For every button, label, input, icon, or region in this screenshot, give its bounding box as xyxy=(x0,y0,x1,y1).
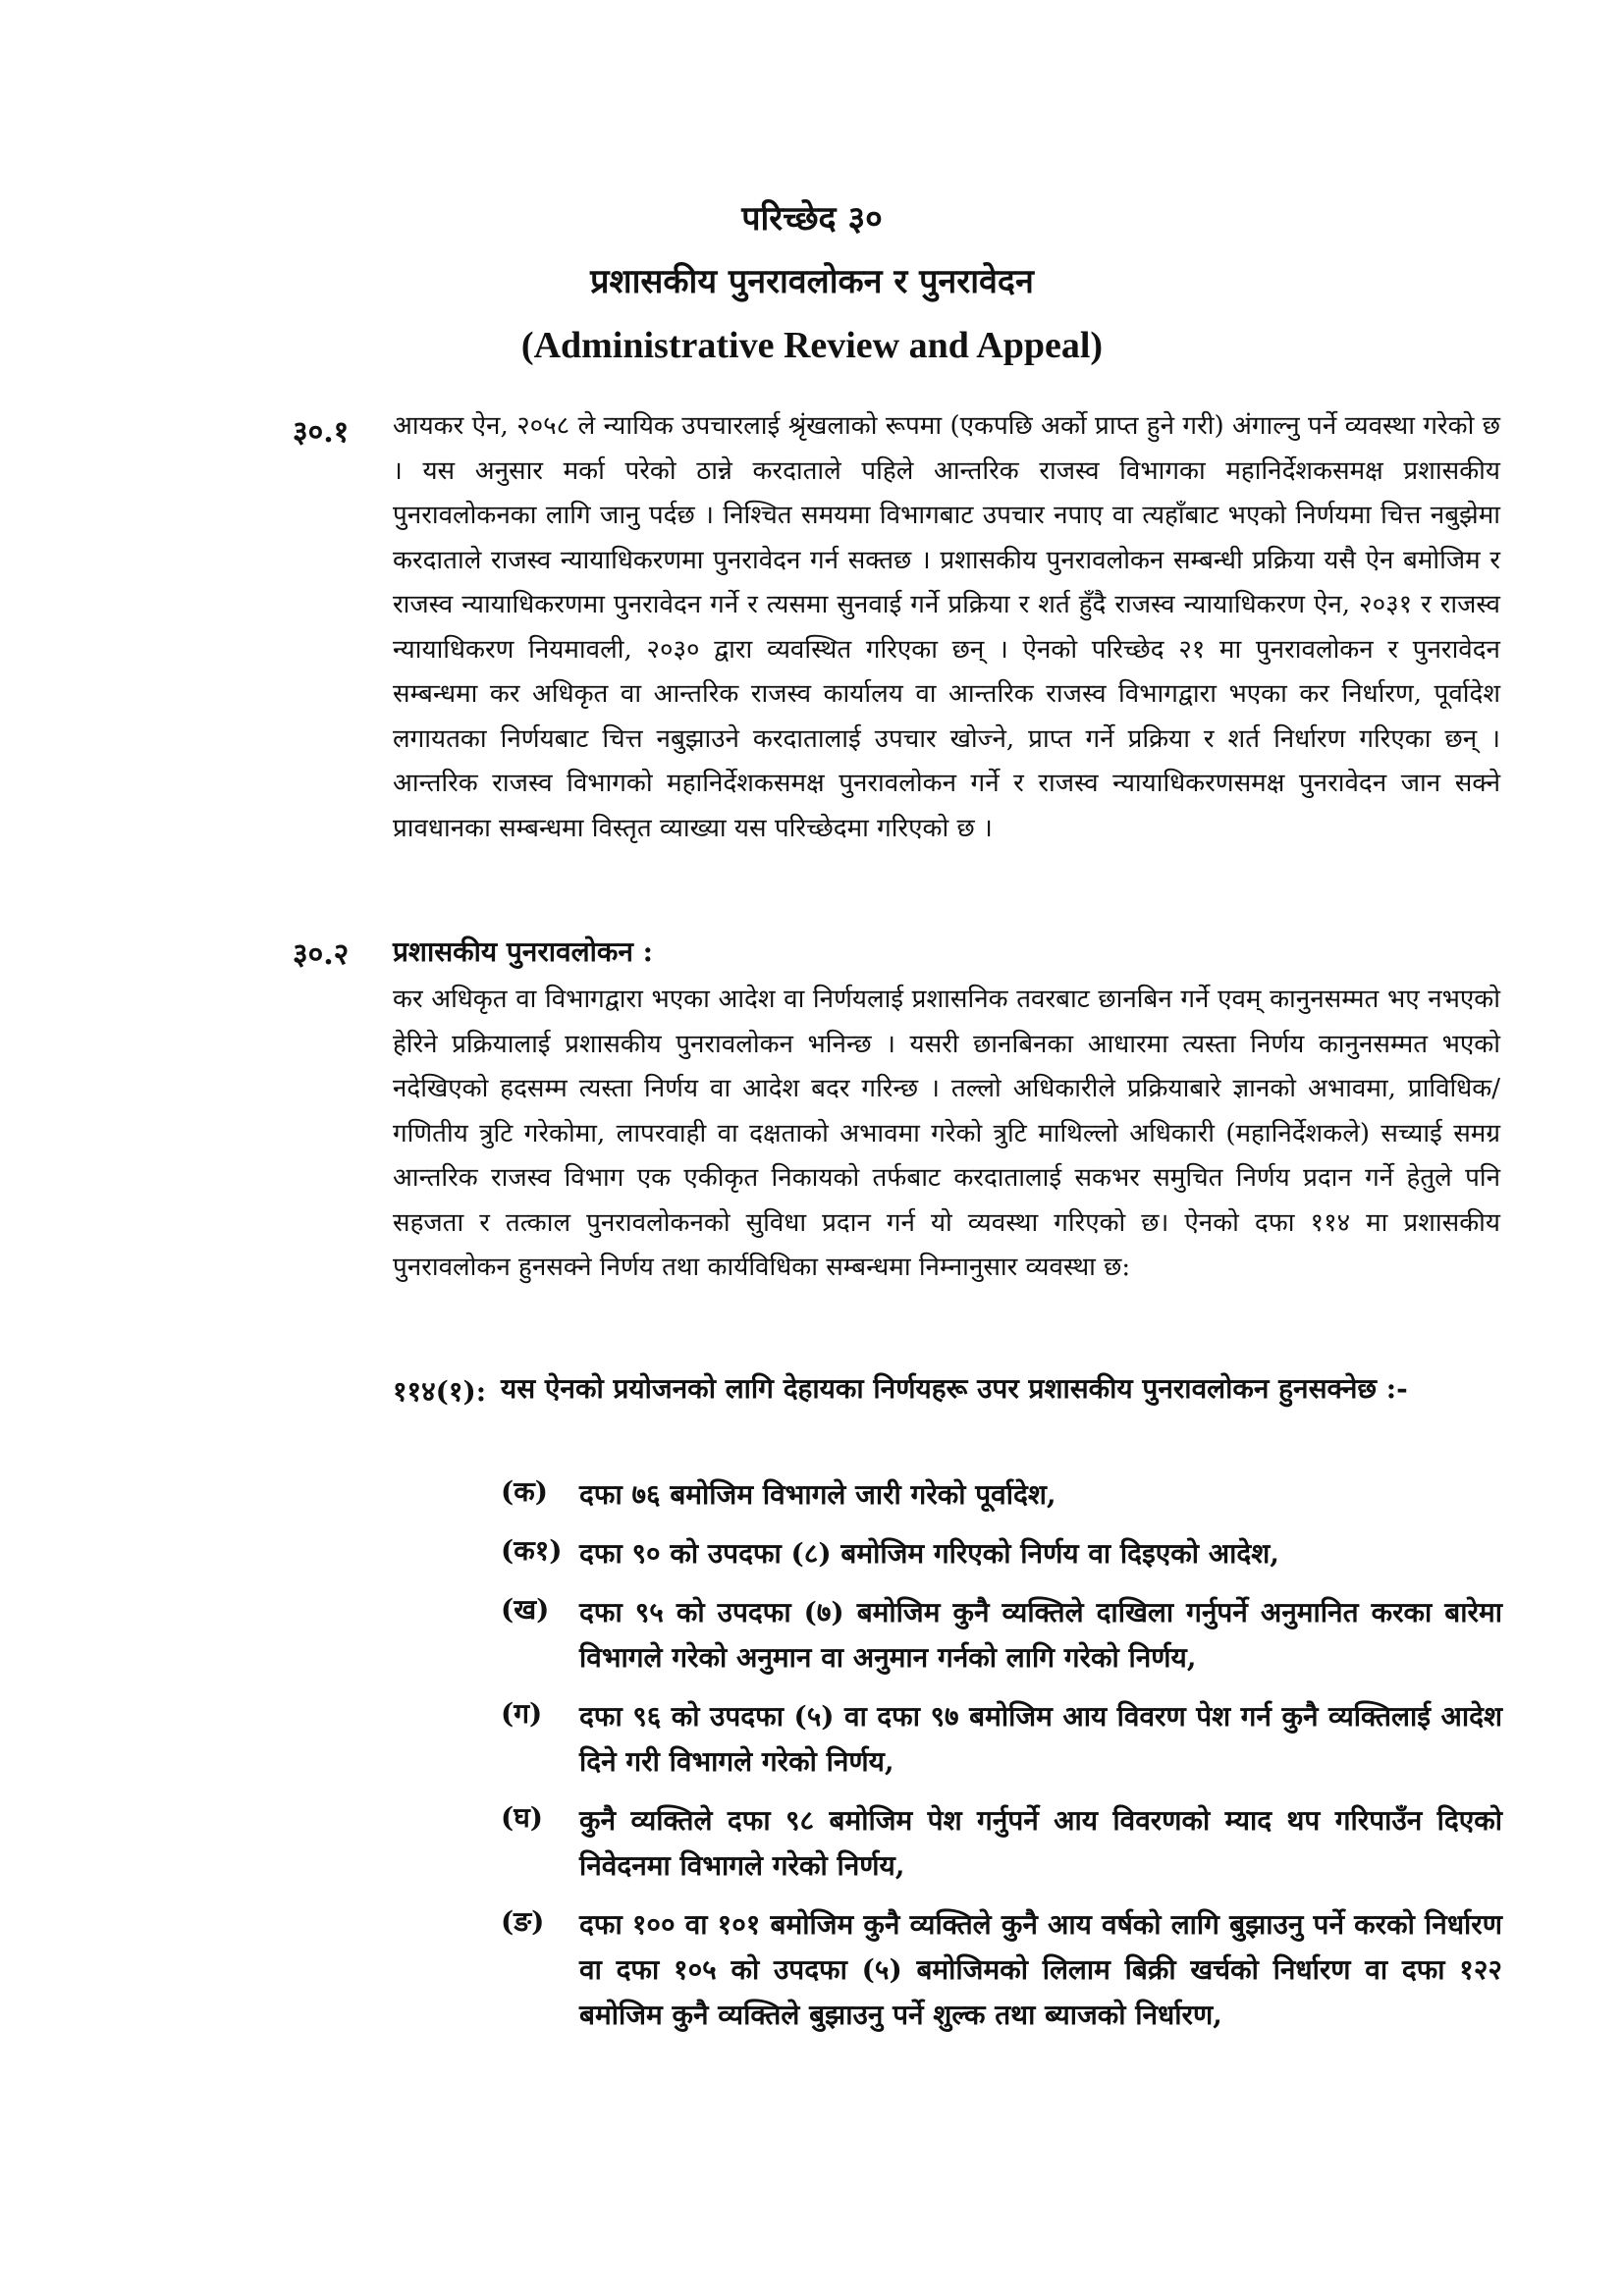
list-item-label: (घ) xyxy=(501,1801,544,1834)
list-item-text: कुनै व्यक्तिले दफा ९८ बमोजिम पेश गर्नुपर्ने आय विवरणको म्याद थप गरिपाउँन दिएको निवेदनमा विभागले गरेको निर्णय, xyxy=(579,1804,1502,1882)
list-item-label: (ख) xyxy=(501,1593,550,1626)
section-30-2-number: ३०.२ xyxy=(293,937,350,972)
list-item-label: (क) xyxy=(501,1475,549,1508)
list-item-label: (क१) xyxy=(501,1534,563,1567)
list-item-text: दफा ९६ को उपदफा (५) वा दफा ९७ बमोजिम आय विवरण पेश गर्न कुनै व्यक्तिलाई आदेश दिने गरी विभागले गरेको निर्णय, xyxy=(579,1700,1503,1778)
list-item-text: दफा ९५ को उपदफा (७) बमोजिम कुनै व्यक्तिले दाखिला गर्नुपर्ने अनुमानित करका बारेमा विभागले गरेको अनुमान वा अनुमान गर्नको लागि गरेको निर्णय, xyxy=(579,1596,1502,1674)
list-item-text: दफा ९० को उपदफा (८) बमोजिम गरिएको निर्णय वा दिइएको आदेश, xyxy=(579,1537,1280,1570)
list-item-text: दफा ७६ बमोजिम विभागले जारी गरेको पूर्वादेश, xyxy=(579,1478,1056,1511)
list-item-text: दफा १०० वा १०१ बमोजिम कुनै व्यक्तिले कुनै आय वर्षको लागि बुझाउनु पर्ने करको निर्धारण वा दफा १०५ को उपदफा (५) बमोजिमको लिलाम बिक्री खर्चको निर्धारण वा दफा १२२ बमोजिम कुनै व्यक्तिले बुझाउनु पर्ने शुल्क तथा ब्याजको निर्धारण, xyxy=(579,1908,1502,2031)
chapter-label: परिच्छेद ३० xyxy=(741,199,883,239)
section-30-1-number: ३०.१ xyxy=(293,415,350,450)
section-30-2-title: प्रशासकीय पुनरावलोकन : xyxy=(393,935,653,968)
list-item-label: (ग) xyxy=(501,1697,543,1730)
chapter-title-english: (Administrative Review and Appeal) xyxy=(520,325,1104,366)
list-item-label: (ङ) xyxy=(501,1905,545,1938)
rule-114-text: यस ऐनको प्रयोजनको लागि देहायका निर्णयहरू उपर प्रशासकीय पुनरावलोकन हुनसक्नेछ :- xyxy=(501,1372,1408,1405)
section-30-1-text: आयकर ऐन, २०५८ ले न्यायिक उपचारलाई श्रृंखलाको रूपमा (एकपछि अर्को प्राप्त हुने गरी) अंगाल्नु पर्ने व्यवस्था गरेको छ । यस अनुसार मर्का परेको ठान्ने करदाताले पहिले आन्तरिक राजस्व विभागका महानिर्देशकसमक्ष प्रशासकीय पुनरावलोकनका लागि जानु पर्दछ । निश्चित समयमा विभागबाट उपचार नपाए वा त्यहाँबाट भएको निर्णयमा चित्त नबुझेमा करदाताले राजस्व न्यायाधिकरणमा पुनरावेदन गर्न सक्तछ । प्रशासकीय पुनरावलोकन सम्बन्धी प्रक्रिया यसै ऐन बमोजिम र राजस्व न्यायाधिकरणमा पुनरावेदन गर्ने र त्यसमा सुनवाई गर्ने प्रक्रिया र शर्त हुँदै राजस्व न्यायाधिकरण ऐन, २०३१ र राजस्व न्यायाधिकरण नियमावली, २०३० द्वारा व्यवस्थित गरिएका छन् । ऐनको परिच्छेद २१ मा पुनरावलोकन र पुनरावेदन सम्बन्धमा कर अधिकृत वा आन्तरिक राजस्व कार्यालय वा आन्तरिक राजस्व विभागद्वारा भएका कर निर्धारण, पूर्वादेश लगायतका निर्णयबाट चित्त नबुझाउने करदातालाई उपचार खोज्ने, प्राप्त गर्ने प्रक्रिया र शर्त निर्धारण गरिएका छन् । आन्तरिक राजस्व विभागको महानिर्देशकसमक्ष पुनरावलोकन गर्ने र राजस्व न्यायाधिकरणसमक्ष पुनरावेदन जान सक्ने प्रावधानका सम्बन्धमा विस्तृत व्याख्या यस परिच्छेदमा गरिएको छ । xyxy=(393,411,1500,843)
chapter-title-nepali: प्रशासकीय पुनरावलोकन र पुनरावेदन xyxy=(590,262,1034,301)
rule-114-number: ११४(१): xyxy=(393,1375,487,1408)
section-30-2-text: कर अधिकृत वा विभागद्वारा भएका आदेश वा निर्णयलाई प्रशासनिक तवरबाट छानबिन गर्ने एवम् कानुनसम्मत भए नभएको हेरिने प्रक्रियालाई प्रशासकीय पुनरावलोकन भनिन्छ । यसरी छानबिनका आधारमा त्यस्ता निर्णय कानुनसम्मत भएको नदेखिएको हदसम्म त्यस्ता निर्णय वा आदेश बदर गरिन्छ । तल्लो अधिकारीले प्रक्रियाबारे ज्ञानको अभावमा, प्राविधिक/गणितीय त्रुटि गरेकोमा, लापरवाही वा दक्षताको अभावमा गरेको त्रुटि माथिल्लो अधिकारी (महानिर्देशकले) सच्याई समग्र आन्तरिक राजस्व विभाग एक एकीकृत निकायको तर्फबाट करदातालाई सकभर समुचित निर्णय प्रदान गर्ने हेतुले पनि सहजता र तत्काल पुनरावलोकनको सुविधा प्रदान गर्न यो व्यवस्था गरिएको छ। ऐनको दफा ११४ मा प्रशासकीय पुनरावलोकन हुनसक्ने निर्णय तथा कार्यविधिका सम्बन्धमा निम्नानुसार व्यवस्था छ: xyxy=(393,985,1501,1282)
